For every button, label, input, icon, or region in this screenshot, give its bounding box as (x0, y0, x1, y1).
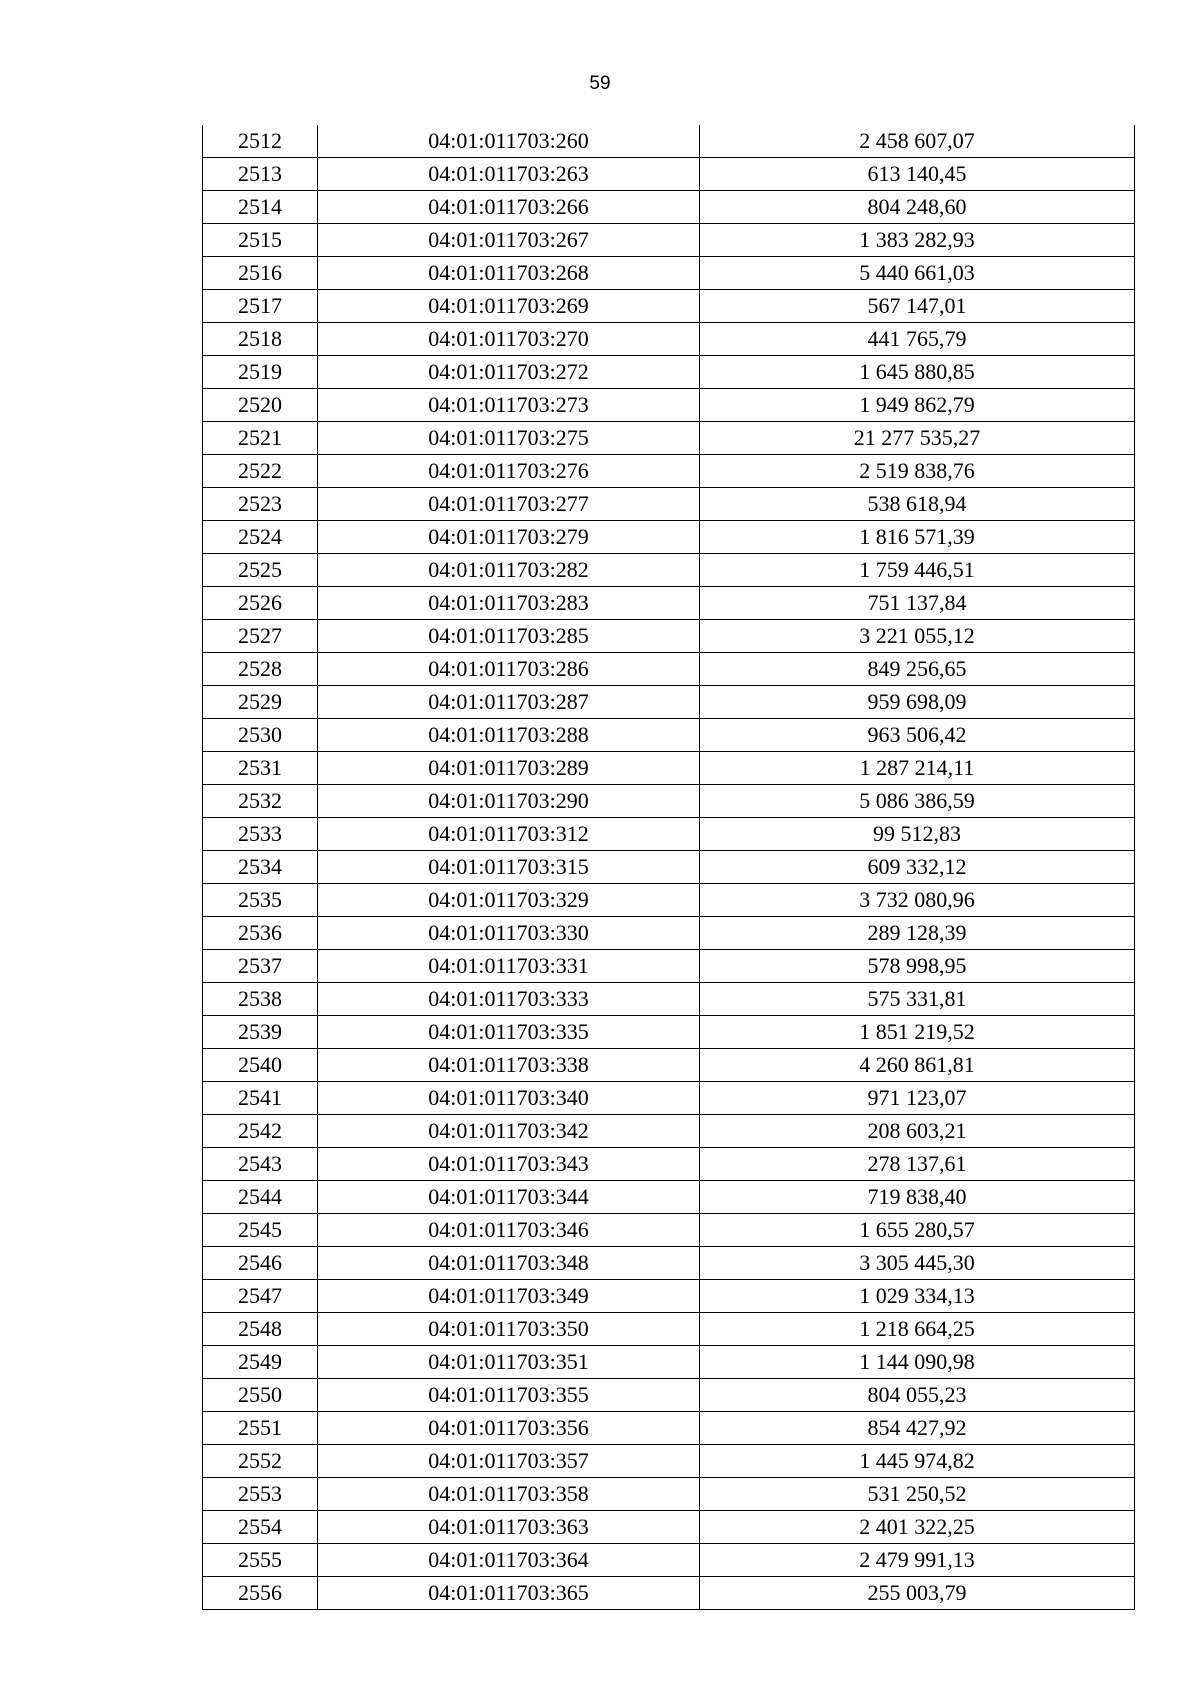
row-number-cell: 2540 (203, 1049, 318, 1082)
row-number-cell: 2528 (203, 653, 318, 686)
cadastral-number-cell: 04:01:011703:330 (318, 917, 700, 950)
table-row (203, 1544, 1135, 1577)
cadastral-value-cell: 2 479 991,13 (700, 1544, 1135, 1577)
row-number-cell: 2532 (203, 785, 318, 818)
table-row (203, 818, 1135, 851)
cadastral-number-cell: 04:01:011703:364 (318, 1544, 700, 1577)
cadastral-value-cell: 278 137,61 (700, 1148, 1135, 1181)
table-row (203, 1478, 1135, 1511)
cadastral-value-cell: 719 838,40 (700, 1181, 1135, 1214)
cadastral-number-cell: 04:01:011703:279 (318, 521, 700, 554)
table-row (203, 1082, 1135, 1115)
cadastral-value-cell: 804 055,23 (700, 1379, 1135, 1412)
cadastral-value-cell: 531 250,52 (700, 1478, 1135, 1511)
table-row (203, 488, 1135, 521)
cadastral-number-cell: 04:01:011703:290 (318, 785, 700, 818)
cadastral-value-cell: 609 332,12 (700, 851, 1135, 884)
cadastral-number-cell: 04:01:011703:285 (318, 620, 700, 653)
table-row (203, 1181, 1135, 1214)
cadastral-value-cell: 567 147,01 (700, 290, 1135, 323)
row-number-cell: 2551 (203, 1412, 318, 1445)
table-row (203, 587, 1135, 620)
row-number-cell: 2556 (203, 1577, 318, 1610)
table-row (203, 554, 1135, 587)
row-number-cell: 2518 (203, 323, 318, 356)
cadastral-number-cell: 04:01:011703:344 (318, 1181, 700, 1214)
row-number-cell: 2545 (203, 1214, 318, 1247)
table-row (203, 653, 1135, 686)
row-number-cell: 2516 (203, 257, 318, 290)
table-row (203, 422, 1135, 455)
cadastral-number-cell: 04:01:011703:340 (318, 1082, 700, 1115)
row-number-cell: 2520 (203, 389, 318, 422)
table-row (203, 323, 1135, 356)
table-row (203, 1511, 1135, 1544)
cadastral-number-cell: 04:01:011703:329 (318, 884, 700, 917)
table-row (203, 917, 1135, 950)
row-number-cell: 2552 (203, 1445, 318, 1478)
cadastral-number-cell: 04:01:011703:266 (318, 191, 700, 224)
cadastral-value-cell: 255 003,79 (700, 1577, 1135, 1610)
cadastral-value-cell: 1 287 214,11 (700, 752, 1135, 785)
table-row (203, 1148, 1135, 1181)
cadastral-value-cell: 5 086 386,59 (700, 785, 1135, 818)
table-row (203, 686, 1135, 719)
cadastral-value-cell: 804 248,60 (700, 191, 1135, 224)
table-row (203, 785, 1135, 818)
cadastral-value-cell: 1 445 974,82 (700, 1445, 1135, 1478)
cadastral-value-cell: 21 277 535,27 (700, 422, 1135, 455)
cadastral-number-cell: 04:01:011703:263 (318, 158, 700, 191)
cadastral-value-cell: 575 331,81 (700, 983, 1135, 1016)
cadastral-number-cell: 04:01:011703:349 (318, 1280, 700, 1313)
table-row (203, 290, 1135, 323)
cadastral-value-cell: 1 655 280,57 (700, 1214, 1135, 1247)
cadastral-value-cell: 1 851 219,52 (700, 1016, 1135, 1049)
table-row (203, 1016, 1135, 1049)
table-row (203, 1346, 1135, 1379)
cadastral-number-cell: 04:01:011703:287 (318, 686, 700, 719)
cadastral-number-cell: 04:01:011703:335 (318, 1016, 700, 1049)
row-number-cell: 2524 (203, 521, 318, 554)
cadastral-value-cell: 971 123,07 (700, 1082, 1135, 1115)
row-number-cell: 2515 (203, 224, 318, 257)
table-body (203, 125, 1135, 1610)
table-row (203, 224, 1135, 257)
cadastral-value-cell: 1 949 862,79 (700, 389, 1135, 422)
cadastral-value-cell: 1 759 446,51 (700, 554, 1135, 587)
row-number-cell: 2535 (203, 884, 318, 917)
cadastral-number-cell: 04:01:011703:333 (318, 983, 700, 1016)
table-row (203, 1115, 1135, 1148)
table-row (203, 521, 1135, 554)
cadastral-number-cell: 04:01:011703:363 (318, 1511, 700, 1544)
row-number-cell: 2538 (203, 983, 318, 1016)
cadastral-value-cell: 441 765,79 (700, 323, 1135, 356)
cadastral-value-cell: 959 698,09 (700, 686, 1135, 719)
cadastral-number-cell: 04:01:011703:358 (318, 1478, 700, 1511)
cadastral-value-cell: 1 383 282,93 (700, 224, 1135, 257)
cadastral-value-cell: 289 128,39 (700, 917, 1135, 950)
row-number-cell: 2529 (203, 686, 318, 719)
cadastral-value-cell: 751 137,84 (700, 587, 1135, 620)
row-number-cell: 2522 (203, 455, 318, 488)
table-row (203, 950, 1135, 983)
cadastral-number-cell: 04:01:011703:277 (318, 488, 700, 521)
cadastral-number-cell: 04:01:011703:269 (318, 290, 700, 323)
cadastral-number-cell: 04:01:011703:338 (318, 1049, 700, 1082)
cadastral-number-cell: 04:01:011703:270 (318, 323, 700, 356)
row-number-cell: 2542 (203, 1115, 318, 1148)
cadastral-number-cell: 04:01:011703:342 (318, 1115, 700, 1148)
cadastral-value-cell: 854 427,92 (700, 1412, 1135, 1445)
table-row (203, 389, 1135, 422)
table-row (203, 884, 1135, 917)
cadastral-value-cell: 5 440 661,03 (700, 257, 1135, 290)
table-row (203, 1247, 1135, 1280)
cadastral-value-table (202, 125, 1135, 1610)
cadastral-value-cell: 99 512,83 (700, 818, 1135, 851)
cadastral-number-cell: 04:01:011703:312 (318, 818, 700, 851)
row-number-cell: 2531 (203, 752, 318, 785)
row-number-cell: 2512 (203, 125, 318, 158)
row-number-cell: 2514 (203, 191, 318, 224)
table-row (203, 191, 1135, 224)
row-number-cell: 2554 (203, 1511, 318, 1544)
cadastral-number-cell: 04:01:011703:348 (318, 1247, 700, 1280)
row-number-cell: 2555 (203, 1544, 318, 1577)
row-number-cell: 2527 (203, 620, 318, 653)
row-number-cell: 2543 (203, 1148, 318, 1181)
cadastral-number-cell: 04:01:011703:343 (318, 1148, 700, 1181)
cadastral-number-cell: 04:01:011703:355 (318, 1379, 700, 1412)
table-row (203, 455, 1135, 488)
cadastral-value-cell: 1 816 571,39 (700, 521, 1135, 554)
row-number-cell: 2550 (203, 1379, 318, 1412)
cadastral-value-cell: 963 506,42 (700, 719, 1135, 752)
table-row (203, 1313, 1135, 1346)
row-number-cell: 2513 (203, 158, 318, 191)
cadastral-number-cell: 04:01:011703:356 (318, 1412, 700, 1445)
cadastral-number-cell: 04:01:011703:331 (318, 950, 700, 983)
cadastral-number-cell: 04:01:011703:346 (318, 1214, 700, 1247)
table-row (203, 1280, 1135, 1313)
cadastral-number-cell: 04:01:011703:365 (318, 1577, 700, 1610)
row-number-cell: 2521 (203, 422, 318, 455)
table-row (203, 1049, 1135, 1082)
row-number-cell: 2544 (203, 1181, 318, 1214)
cadastral-value-cell: 578 998,95 (700, 950, 1135, 983)
cadastral-number-cell: 04:01:011703:315 (318, 851, 700, 884)
cadastral-value-cell: 1 218 664,25 (700, 1313, 1135, 1346)
cadastral-number-cell: 04:01:011703:272 (318, 356, 700, 389)
cadastral-number-cell: 04:01:011703:260 (318, 125, 700, 158)
table-row (203, 1445, 1135, 1478)
row-number-cell: 2539 (203, 1016, 318, 1049)
row-number-cell: 2533 (203, 818, 318, 851)
cadastral-number-cell: 04:01:011703:351 (318, 1346, 700, 1379)
table-row (203, 257, 1135, 290)
table-row (203, 1214, 1135, 1247)
row-number-cell: 2553 (203, 1478, 318, 1511)
row-number-cell: 2549 (203, 1346, 318, 1379)
cadastral-number-cell: 04:01:011703:268 (318, 257, 700, 290)
cadastral-number-cell: 04:01:011703:276 (318, 455, 700, 488)
cadastral-number-cell: 04:01:011703:350 (318, 1313, 700, 1346)
cadastral-value-cell: 1 645 880,85 (700, 356, 1135, 389)
table-row (203, 851, 1135, 884)
table-row (203, 125, 1135, 158)
cadastral-value-cell: 3 221 055,12 (700, 620, 1135, 653)
cadastral-value-cell: 2 519 838,76 (700, 455, 1135, 488)
cadastral-number-cell: 04:01:011703:283 (318, 587, 700, 620)
cadastral-number-cell: 04:01:011703:289 (318, 752, 700, 785)
row-number-cell: 2547 (203, 1280, 318, 1313)
table-row (203, 1577, 1135, 1610)
cadastral-number-cell: 04:01:011703:282 (318, 554, 700, 587)
cadastral-value-cell: 538 618,94 (700, 488, 1135, 521)
cadastral-value-cell: 3 305 445,30 (700, 1247, 1135, 1280)
cadastral-number-cell: 04:01:011703:286 (318, 653, 700, 686)
row-number-cell: 2536 (203, 917, 318, 950)
table-row (203, 158, 1135, 191)
row-number-cell: 2526 (203, 587, 318, 620)
cadastral-number-cell: 04:01:011703:267 (318, 224, 700, 257)
cadastral-number-cell: 04:01:011703:273 (318, 389, 700, 422)
cadastral-number-cell: 04:01:011703:357 (318, 1445, 700, 1478)
row-number-cell: 2523 (203, 488, 318, 521)
row-number-cell: 2525 (203, 554, 318, 587)
row-number-cell: 2548 (203, 1313, 318, 1346)
page-number: 59 (589, 73, 611, 94)
row-number-cell: 2541 (203, 1082, 318, 1115)
table-row (203, 1412, 1135, 1445)
cadastral-value-cell: 2 458 607,07 (700, 125, 1135, 158)
table-row (203, 620, 1135, 653)
row-number-cell: 2517 (203, 290, 318, 323)
row-number-cell: 2530 (203, 719, 318, 752)
row-number-cell: 2537 (203, 950, 318, 983)
table-row (203, 1379, 1135, 1412)
cadastral-value-cell: 1 029 334,13 (700, 1280, 1135, 1313)
cadastral-value-cell: 208 603,21 (700, 1115, 1135, 1148)
row-number-cell: 2546 (203, 1247, 318, 1280)
cadastral-number-cell: 04:01:011703:275 (318, 422, 700, 455)
cadastral-value-cell: 3 732 080,96 (700, 884, 1135, 917)
table-row (203, 719, 1135, 752)
table-row (203, 983, 1135, 1016)
cadastral-value-cell: 849 256,65 (700, 653, 1135, 686)
cadastral-value-cell: 613 140,45 (700, 158, 1135, 191)
cadastral-number-cell: 04:01:011703:288 (318, 719, 700, 752)
row-number-cell: 2534 (203, 851, 318, 884)
cadastral-value-cell: 2 401 322,25 (700, 1511, 1135, 1544)
table-row (203, 752, 1135, 785)
cadastral-value-cell: 4 260 861,81 (700, 1049, 1135, 1082)
cadastral-value-cell: 1 144 090,98 (700, 1346, 1135, 1379)
table-row (203, 356, 1135, 389)
row-number-cell: 2519 (203, 356, 318, 389)
